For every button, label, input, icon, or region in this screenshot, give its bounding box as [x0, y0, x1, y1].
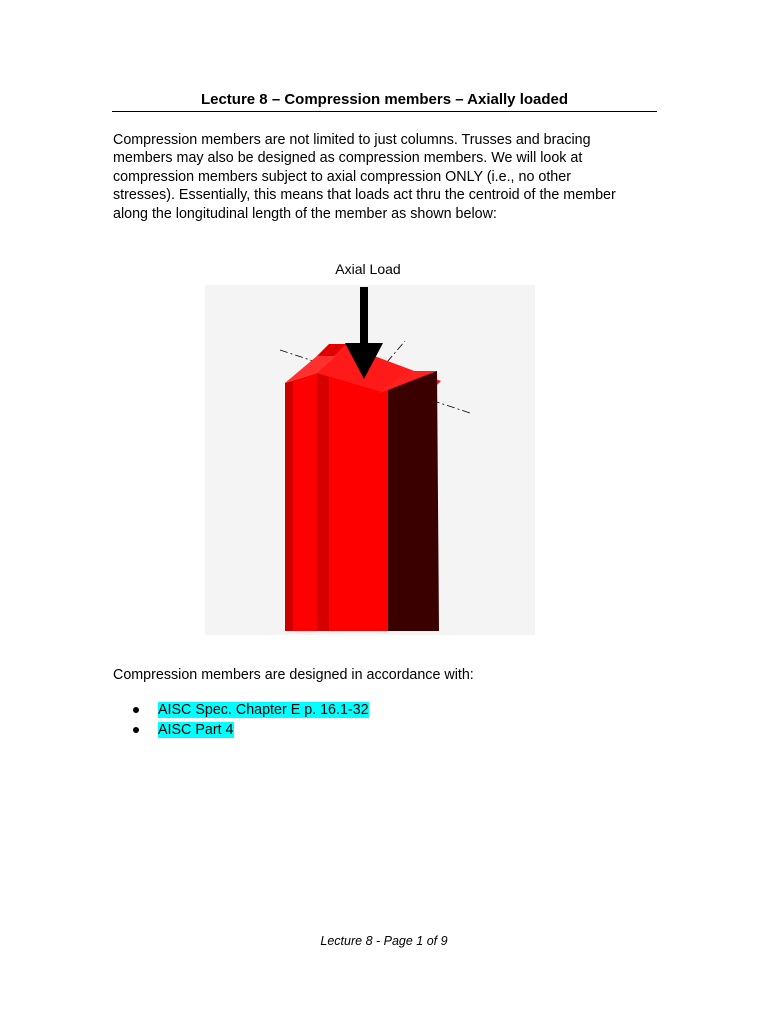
list-item [113, 720, 369, 740]
web-face-shade [317, 373, 329, 631]
intro-line: members may also be designed as compression members. We will look at [113, 150, 583, 167]
design-intro-text: Compression members are designed in accordance with: [113, 667, 474, 683]
intro-paragraph [113, 131, 658, 223]
reference-aisc-part-4: AISC Part 4 [158, 722, 234, 738]
bullet-icon [133, 707, 139, 713]
wide-flange-column-figure [205, 255, 535, 635]
axial-load-label: Axial Load [335, 261, 401, 277]
reference-spec-chapter-e: AISC Spec. Chapter E p. 16.1-32 [158, 702, 369, 718]
list-item [113, 700, 369, 720]
intro-line: Compression members are not limited to just columns. Trusses and bracing [113, 132, 591, 148]
intro-line: compression members subject to axial compression ONLY (i.e., no other [113, 168, 571, 185]
intro-line: along the longitudinal length of the member as shown below: [113, 205, 497, 222]
intro-line: stresses). Essentially, this means that loads act thru the centroid of the member [113, 187, 616, 204]
right-flange-side [388, 371, 439, 631]
design-reference-list [113, 700, 369, 740]
page-footer: Lecture 8 - Page 1 of 9 [320, 934, 448, 948]
bullet-icon [133, 727, 139, 733]
title-underline [112, 111, 657, 112]
axial-load-arrow-shaft [360, 287, 368, 345]
left-flange-edge [285, 381, 293, 631]
right-flange-front [379, 390, 388, 631]
page-title: Lecture 8 – Compression members – Axially loaded [200, 91, 569, 108]
